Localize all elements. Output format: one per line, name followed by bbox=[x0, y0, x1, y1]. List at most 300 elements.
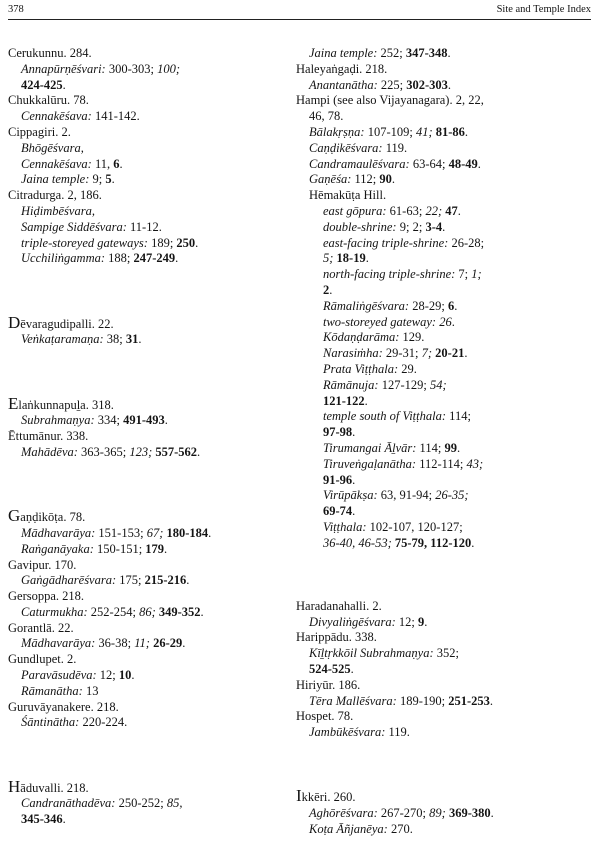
section-gap bbox=[8, 763, 290, 779]
entry-text: Veṅkaṭaramaṇa: bbox=[21, 332, 104, 347]
entry-text: Śāntinātha: bbox=[21, 715, 80, 730]
entry-text: 102-107, 120-127; bbox=[366, 519, 463, 534]
entry-text: 345-346 bbox=[21, 812, 63, 827]
index-subentry bbox=[296, 251, 596, 267]
entry-text: Jaina temple: bbox=[309, 46, 378, 60]
index-subentry bbox=[8, 413, 290, 429]
entry-text: Aghōrēśvara: bbox=[309, 806, 378, 821]
section-gap bbox=[8, 747, 290, 763]
entry-text: . bbox=[477, 156, 481, 171]
index-heading bbox=[8, 393, 290, 414]
index-subentry bbox=[8, 251, 290, 267]
entry-text: 141-142. bbox=[91, 109, 140, 124]
entry-text: Candramaulēśvara: bbox=[309, 156, 410, 171]
index-subentry bbox=[296, 346, 596, 362]
entry-text: Gavipur. 170. bbox=[8, 557, 77, 572]
entry-text: . bbox=[451, 314, 455, 329]
entry-text: 100; bbox=[157, 61, 181, 76]
index-subentry bbox=[8, 204, 290, 220]
entry-text: 6 bbox=[448, 298, 455, 313]
entry-text: 180-184 bbox=[166, 525, 209, 540]
entry-text: Jaina temple: bbox=[21, 172, 90, 187]
entry-text: Cennakēśava: bbox=[21, 109, 92, 124]
entry-text: 22; bbox=[425, 203, 443, 218]
entry-text: 63, 91-94; bbox=[377, 488, 436, 503]
entry-text: 3-4 bbox=[425, 219, 443, 234]
entry-text: 1; bbox=[471, 267, 482, 282]
index-subentry bbox=[296, 694, 596, 710]
entry-text: 334; bbox=[94, 413, 124, 428]
entry-text: Gaṅgādharēśvara: bbox=[21, 573, 117, 588]
entry-text: Cerukunnu. 284. bbox=[8, 46, 92, 60]
entry-text: . bbox=[454, 298, 458, 313]
index-subentry bbox=[296, 330, 596, 346]
index-subentry bbox=[8, 636, 290, 652]
entry-text: Rāmānuja: bbox=[323, 377, 379, 392]
index-subentry bbox=[296, 394, 596, 410]
index-subentry bbox=[8, 812, 290, 828]
entry-text: . bbox=[119, 156, 123, 171]
entry-text: 48-49 bbox=[448, 156, 478, 171]
section-gap bbox=[8, 461, 290, 477]
entry-text: 29-31; bbox=[382, 346, 422, 361]
entry-text: 86; bbox=[139, 604, 156, 619]
index-subentry bbox=[8, 668, 290, 684]
index-subentry bbox=[8, 109, 290, 125]
entry-text: 63-64; bbox=[409, 156, 449, 171]
entry-text: 11-12. bbox=[126, 219, 162, 234]
entry-text: 10 bbox=[118, 668, 132, 683]
entry-text: . bbox=[447, 46, 451, 60]
index-subentry bbox=[8, 141, 290, 157]
entry-text: 26-28; bbox=[448, 235, 485, 250]
entry-text: . bbox=[195, 235, 199, 250]
entry-text: 9 bbox=[418, 614, 425, 629]
section-gap bbox=[8, 380, 290, 396]
entry-text: Paravāsudēva: bbox=[21, 668, 97, 683]
entry-text: 250 bbox=[176, 235, 196, 250]
index-heading bbox=[8, 558, 290, 574]
entry-text: 7; bbox=[421, 346, 433, 361]
entry-text: Gersoppa. 218. bbox=[8, 589, 85, 604]
entry-text: 114; bbox=[416, 440, 445, 455]
index-subentry bbox=[8, 715, 290, 731]
index-heading bbox=[8, 188, 290, 204]
entry-text: aṇḍikōṭa. 78. bbox=[20, 510, 86, 525]
entry-text: . bbox=[490, 806, 494, 821]
section-gap bbox=[8, 364, 290, 380]
index-subentry bbox=[8, 796, 290, 812]
index-subentry bbox=[296, 504, 596, 520]
entry-text: 250-252; bbox=[115, 796, 167, 811]
entry-text: Haleyaṅgaḍi. 218. bbox=[296, 61, 388, 76]
entry-text: 99 bbox=[444, 440, 457, 455]
entry-text: . bbox=[182, 636, 186, 651]
section-initial: E bbox=[8, 393, 19, 413]
page-number: 378 bbox=[8, 4, 24, 15]
entry-text: 85, bbox=[166, 796, 183, 811]
entry-text: . bbox=[464, 124, 469, 139]
entry-text: kkēri. 260. bbox=[301, 790, 356, 805]
index-heading bbox=[296, 599, 596, 615]
entry-text: Gorantlā. 22. bbox=[8, 620, 74, 635]
entry-text: 26-29 bbox=[153, 636, 183, 651]
index-subentry bbox=[296, 520, 596, 536]
entry-text: 112; bbox=[351, 172, 380, 187]
index-subentry bbox=[8, 332, 290, 348]
entry-text: . bbox=[350, 662, 354, 677]
entry-text: Rāmanātha: bbox=[21, 683, 83, 698]
index-subentry bbox=[296, 172, 596, 188]
entry-text: . bbox=[329, 282, 333, 297]
entry-text: Jambūkēśvara: bbox=[309, 725, 386, 740]
entry-text: 302-303 bbox=[406, 77, 448, 92]
entry-text: 41; bbox=[415, 124, 433, 139]
index-subentry bbox=[296, 283, 596, 299]
index-subentry bbox=[8, 220, 290, 236]
entry-text: 189-190; bbox=[396, 693, 449, 708]
entry-text: Bālakṛṣṇa: bbox=[309, 124, 365, 139]
section-initial: G bbox=[8, 506, 21, 526]
entry-text: Guruvāyanakere. 218. bbox=[8, 699, 119, 714]
entry-text: Virūpākṣa: bbox=[323, 488, 378, 503]
index-heading bbox=[8, 125, 290, 141]
index-subentry bbox=[8, 172, 290, 188]
index-heading bbox=[296, 62, 596, 78]
index-subentry bbox=[296, 806, 596, 822]
entry-text: 36-40, 46-53; bbox=[323, 535, 392, 550]
index-heading bbox=[8, 429, 290, 445]
entry-text: 89; bbox=[429, 806, 446, 821]
entry-text: 270. bbox=[387, 822, 413, 837]
index-subentry bbox=[296, 188, 596, 204]
entry-text: Prata Viṭṭhala: bbox=[323, 361, 399, 376]
entry-text: 5 bbox=[105, 172, 112, 187]
entry-text: 12; bbox=[395, 614, 419, 629]
entry-text: 369-380 bbox=[448, 806, 491, 821]
index-heading bbox=[8, 312, 290, 333]
index-subentry bbox=[8, 605, 290, 621]
entry-text: 20-21 bbox=[435, 346, 465, 361]
entry-text: . bbox=[197, 444, 201, 459]
entry-text: 43; bbox=[466, 456, 484, 471]
entry-text: 69-74 bbox=[323, 504, 353, 519]
entry-text: . bbox=[471, 535, 475, 550]
entry-text: Anantanātha: bbox=[309, 77, 378, 92]
entry-text: 75-79, 112-120 bbox=[394, 535, 472, 550]
entry-text: Kōdaṇḍarāma: bbox=[323, 330, 400, 345]
entry-text: Hiriyūr. 186. bbox=[296, 677, 361, 692]
entry-text: Gaṇēśa: bbox=[309, 172, 352, 187]
index-subentry bbox=[8, 684, 290, 700]
entry-text: 26-35; bbox=[435, 488, 469, 503]
entry-text: 26 bbox=[439, 314, 452, 329]
entry-text: . bbox=[352, 425, 356, 440]
entry-text: Viṭṭhala: bbox=[323, 519, 367, 534]
entry-text: . bbox=[457, 203, 461, 218]
entry-text: 349-352 bbox=[158, 604, 201, 619]
entry-text: . bbox=[365, 251, 369, 266]
index-subentry bbox=[296, 141, 596, 157]
entry-text: āduvalli. 218. bbox=[20, 780, 89, 795]
index-subentry bbox=[296, 536, 596, 552]
entry-text: 107-109; bbox=[364, 124, 416, 139]
entry-text: 524-525 bbox=[309, 662, 351, 677]
index-subentry bbox=[296, 46, 596, 62]
index-heading bbox=[8, 93, 290, 109]
index-subentry bbox=[296, 457, 596, 473]
index-subentry bbox=[296, 473, 596, 489]
entry-text: 119. bbox=[382, 140, 408, 155]
entry-text: . bbox=[489, 693, 494, 708]
index-subentry bbox=[296, 646, 596, 662]
entry-text: 215-216 bbox=[144, 573, 187, 588]
section-gap bbox=[296, 567, 596, 583]
entry-text: . bbox=[464, 346, 468, 361]
entry-text: 12; bbox=[96, 668, 119, 683]
entry-text: east gōpura: bbox=[323, 203, 387, 218]
section-gap bbox=[8, 477, 290, 493]
index-heading bbox=[8, 589, 290, 605]
section-gap bbox=[8, 283, 290, 299]
entry-text: 11; bbox=[134, 636, 150, 651]
section-gap bbox=[296, 741, 596, 757]
entry-text: . bbox=[442, 219, 446, 234]
entry-text: 28-29; bbox=[409, 298, 448, 313]
entry-text: 114; bbox=[446, 409, 471, 424]
entry-text: 11, bbox=[91, 156, 114, 171]
index-subentry bbox=[296, 725, 596, 741]
index-heading bbox=[8, 700, 290, 716]
entry-text: . bbox=[208, 525, 212, 540]
section-gap bbox=[8, 731, 290, 747]
entry-text: . bbox=[138, 332, 142, 347]
index-subentry bbox=[8, 236, 290, 252]
entry-text: 252; bbox=[377, 46, 406, 60]
section-gap bbox=[8, 492, 290, 508]
index-heading bbox=[296, 630, 596, 646]
entry-text: 46, 78. bbox=[309, 109, 344, 124]
entry-text: Cippagiri. 2. bbox=[8, 124, 71, 139]
entry-text: laṅkunnapuḻa. 318. bbox=[18, 397, 114, 412]
entry-text: . bbox=[186, 573, 190, 588]
section-gap bbox=[8, 267, 290, 283]
index-subentry bbox=[296, 125, 596, 141]
entry-text: 175; bbox=[116, 573, 145, 588]
entry-text: Harippādu. 338. bbox=[296, 630, 377, 645]
entry-text: 252-254; bbox=[87, 604, 140, 619]
entry-text: 67; bbox=[146, 525, 164, 540]
index-heading bbox=[296, 788, 596, 806]
entry-text: 36-38; bbox=[95, 636, 135, 651]
section-initial: D bbox=[8, 312, 21, 332]
section-gap bbox=[296, 773, 596, 789]
entry-text: 127-129; bbox=[378, 377, 430, 392]
index-subentry bbox=[296, 236, 596, 252]
section-initial: I bbox=[296, 786, 302, 806]
entry-text: 9; bbox=[89, 172, 106, 187]
entry-text: Mādhavarāya: bbox=[21, 525, 96, 540]
index-subentry bbox=[8, 542, 290, 558]
entry-text: 7; bbox=[455, 267, 472, 282]
entry-text: double-shrine: bbox=[323, 219, 397, 234]
entry-text: 424-425 bbox=[21, 77, 63, 92]
entry-text: 81-86 bbox=[435, 124, 465, 139]
entry-text: Koṭa Āñjanēya: bbox=[309, 822, 388, 837]
index-subentry bbox=[296, 204, 596, 220]
entry-text: Mahādēva: bbox=[21, 444, 78, 459]
entry-text: 129. bbox=[399, 330, 425, 345]
entry-text: 91-96 bbox=[323, 472, 353, 487]
entry-text: temple south of Viṭṭhala: bbox=[323, 409, 447, 424]
entry-text: Ēttumānur. 338. bbox=[8, 429, 89, 444]
index-subentry bbox=[296, 488, 596, 504]
entry-text: 13 bbox=[82, 683, 99, 698]
index-heading bbox=[8, 776, 290, 797]
index-subentry bbox=[8, 445, 290, 461]
entry-text: 6 bbox=[113, 156, 120, 171]
entry-text: 9; 2; bbox=[396, 219, 426, 234]
entry-text: . bbox=[456, 440, 461, 455]
entry-text: 267-270; bbox=[377, 806, 430, 821]
section-gap bbox=[296, 757, 596, 773]
entry-text: Subrahmaṇya: bbox=[21, 413, 95, 428]
entry-text: 18-19 bbox=[336, 251, 366, 266]
entry-text: Hospet. 78. bbox=[296, 709, 354, 724]
entry-text: Mādhavarāya: bbox=[21, 636, 96, 651]
index-subentry bbox=[296, 409, 596, 425]
entry-text: Haradanahalli. 2. bbox=[296, 598, 382, 613]
section-gap bbox=[8, 299, 290, 315]
entry-text: Cennakēśava: bbox=[21, 156, 92, 171]
index-subentry bbox=[296, 78, 596, 94]
entry-text: . bbox=[352, 472, 356, 487]
index-subentry bbox=[296, 425, 596, 441]
entry-text: ēvaragudipalli. 22. bbox=[20, 316, 114, 331]
entry-text: . bbox=[164, 413, 168, 428]
index-subentry bbox=[296, 109, 596, 125]
entry-text: . bbox=[447, 77, 452, 92]
index-heading bbox=[8, 46, 290, 62]
entry-text: two-storeyed gateway: bbox=[323, 314, 437, 329]
entry-text: Tirumangai Āḻvār: bbox=[323, 440, 417, 455]
entry-text: 31 bbox=[125, 332, 139, 347]
entry-text: Divyaliṅgēśvara: bbox=[309, 614, 396, 629]
entry-text: . bbox=[352, 504, 356, 519]
entry-text: Narasiṁha: bbox=[323, 346, 383, 361]
entry-text: Tēra Mallēśvara: bbox=[309, 693, 397, 708]
index-subentry bbox=[296, 615, 596, 631]
page-header bbox=[0, 0, 600, 20]
entry-text: Caṇḍikēśvara: bbox=[309, 140, 383, 155]
entry-text: . bbox=[164, 541, 168, 556]
index-heading bbox=[8, 621, 290, 637]
entry-text: Caturmukha: bbox=[21, 604, 88, 619]
index-subentry bbox=[296, 378, 596, 394]
entry-text: 251-253 bbox=[448, 693, 490, 708]
index-subentry bbox=[296, 157, 596, 173]
index-subentry bbox=[296, 267, 596, 283]
entry-text: Rāmaliṅgēśvara: bbox=[323, 298, 410, 313]
entry-text: Ucchiliṅgamma: bbox=[21, 251, 106, 266]
index-subentry bbox=[8, 157, 290, 173]
index-subentry bbox=[296, 362, 596, 378]
entry-text: Bhōgēśvara, bbox=[21, 140, 84, 155]
index-heading bbox=[296, 709, 596, 725]
entry-text: . bbox=[424, 614, 428, 629]
entry-text: triple-storeyed gateways: bbox=[21, 235, 148, 250]
entry-text: Hēmakūṭa Hill. bbox=[309, 188, 387, 203]
entry-text: 112-114; bbox=[416, 456, 467, 471]
entry-text: 90 bbox=[379, 172, 392, 187]
entry-text: 347-348 bbox=[405, 46, 448, 60]
index-subentry bbox=[8, 526, 290, 542]
index-subentry bbox=[296, 441, 596, 457]
section-gap bbox=[296, 552, 596, 568]
entry-text: . bbox=[131, 668, 135, 683]
entry-text: 123; bbox=[129, 444, 153, 459]
entry-text: 54; bbox=[429, 377, 447, 392]
entry-text: Sampige Siddēśvara: bbox=[21, 219, 127, 234]
entry-text: . bbox=[364, 393, 368, 408]
entry-text: 2 bbox=[323, 282, 330, 297]
entry-text: 151-153; bbox=[95, 525, 147, 540]
entry-text: Raṅganāyaka: bbox=[21, 541, 94, 556]
right-index-column bbox=[296, 46, 596, 838]
entry-text: Citradurga. 2, 186. bbox=[8, 188, 102, 203]
index-subentry bbox=[296, 220, 596, 236]
entry-text: Kīḻtṛkkōil Subrahmaṇya: bbox=[309, 646, 434, 661]
entry-text: 97-98 bbox=[323, 425, 353, 440]
index-subentry bbox=[296, 662, 596, 678]
index-heading bbox=[296, 93, 596, 109]
index-subentry bbox=[296, 315, 596, 331]
entry-text: 225; bbox=[377, 77, 407, 92]
running-title: Site and Temple Index bbox=[496, 4, 591, 15]
entry-text: 300-303; bbox=[105, 61, 158, 76]
entry-text: 189; bbox=[147, 235, 177, 250]
entry-text: north-facing triple-shrine: bbox=[323, 267, 456, 282]
header-rule bbox=[8, 19, 591, 20]
entry-text: 557-562 bbox=[155, 444, 198, 459]
entry-text: 5; bbox=[323, 251, 334, 266]
entry-text: 188; bbox=[105, 251, 134, 266]
index-subentry bbox=[8, 62, 290, 78]
entry-text: Gundlupet. 2. bbox=[8, 652, 77, 667]
entry-text: . bbox=[391, 172, 395, 187]
index-subentry bbox=[8, 78, 290, 94]
index-subentry bbox=[296, 822, 596, 838]
entry-text: 150-151; bbox=[93, 541, 146, 556]
entry-text: 179 bbox=[145, 541, 165, 556]
left-index-column bbox=[8, 46, 290, 828]
entry-text: 38; bbox=[103, 332, 126, 347]
entry-text: east-facing triple-shrine: bbox=[323, 235, 449, 250]
entry-text: . bbox=[62, 77, 66, 92]
entry-text: 491-493 bbox=[123, 413, 165, 428]
index-heading bbox=[296, 678, 596, 694]
entry-text: Candranāthadēva: bbox=[21, 796, 116, 811]
section-initial: H bbox=[8, 776, 21, 796]
entry-text: Hampi (see also Vijayanagara). 2, 22, bbox=[296, 93, 484, 108]
entry-text: 247-249 bbox=[133, 251, 176, 266]
entry-text: . bbox=[175, 251, 179, 266]
entry-text: . bbox=[62, 812, 66, 827]
entry-text: 47 bbox=[445, 203, 458, 218]
entry-text: Tiruveṅgaḷanātha: bbox=[323, 456, 417, 471]
index-heading bbox=[8, 652, 290, 668]
entry-text: 119. bbox=[385, 725, 410, 740]
